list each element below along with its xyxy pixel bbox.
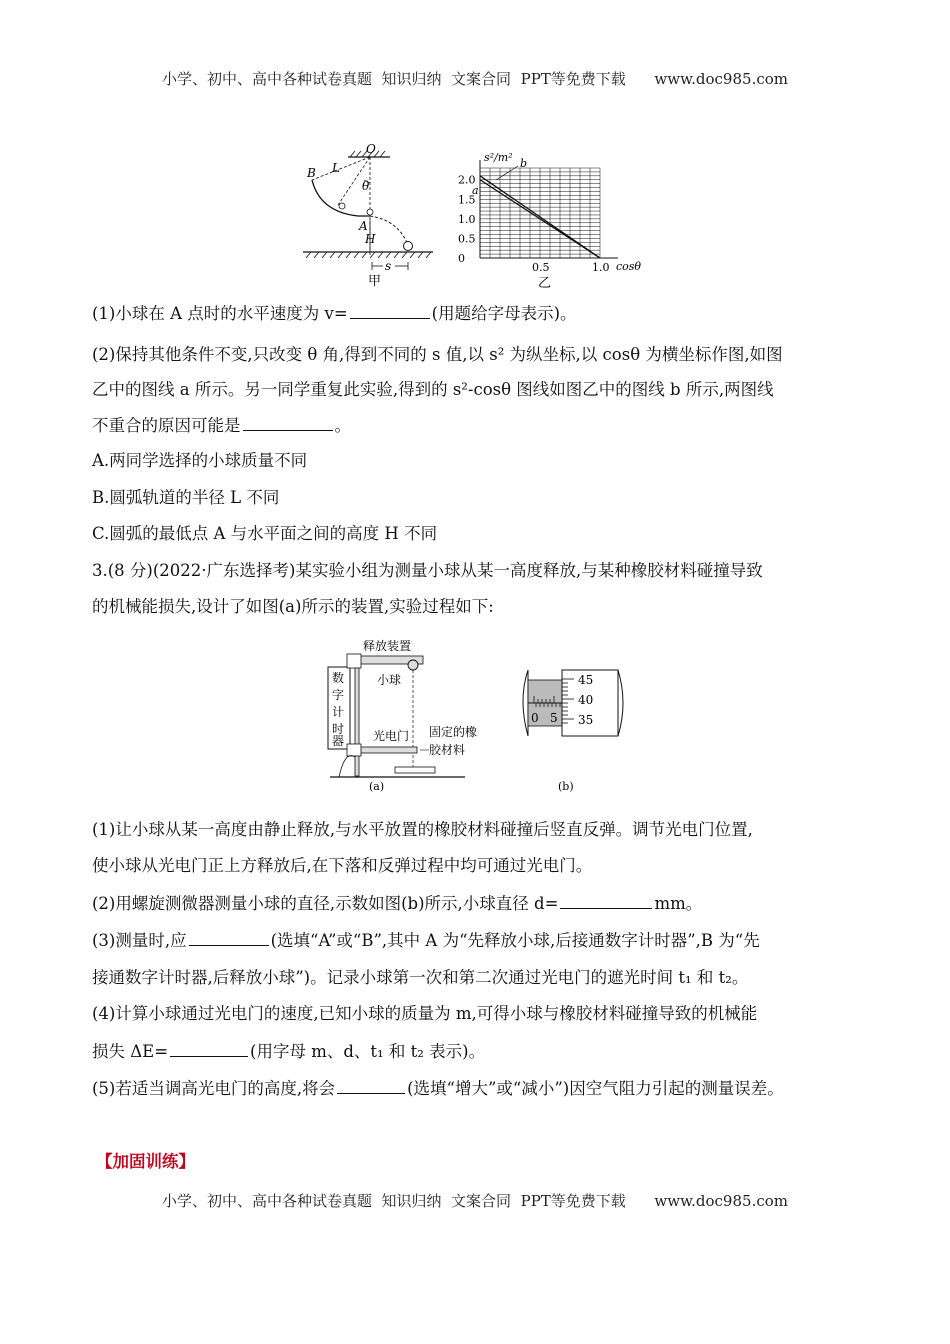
label-O: O: [366, 142, 376, 156]
option-b: B.圆弧轨道的半径 L 不同: [92, 488, 280, 507]
q3-step3-tail: (选填“A”或“B”,其中 A 为“先释放小球,后接通数字计时器”,B 为“先: [270, 931, 760, 950]
answer-blank-1[interactable]: [350, 302, 430, 319]
rubber-label-1: 固定的橡: [429, 725, 478, 739]
figure-b-micrometer: [518, 660, 633, 795]
q2-part1-text: (1)小球在 A 点时的水平速度为 v=: [92, 304, 348, 323]
q2-part2-line1: (2)保持其他条件不变,只改变 θ 角,得到不同的 s 值,以 s² 为纵坐标,以 cosθ 为横坐标作图,如图: [92, 345, 783, 364]
sleeve-5: 5: [550, 711, 558, 725]
y-tick-label: 0: [458, 252, 465, 265]
label-B: B: [307, 166, 316, 180]
y-tick-label: 1.5: [458, 193, 476, 207]
q3-step5: [92, 1077, 872, 1101]
q3-step3-head: (3)测量时,应: [92, 931, 187, 950]
q3-intro-line1: 3.(8 分)(2022·广东选择考)某实验小组为测量小球从某一高度释放,与某种橡胶材料碰撞导致: [92, 561, 763, 580]
gate-label: 光电门: [373, 729, 410, 743]
caption-a: (a): [369, 780, 385, 793]
q3-step2-tail: mm。: [654, 894, 703, 913]
chart-xlabel: cosθ: [616, 260, 642, 273]
label-L: L: [332, 161, 340, 175]
q3-step2-text: (2)用螺旋测微器测量小球的直径,示数如图(b)所示,小球直径 d=: [92, 894, 559, 913]
option-a: A.两同学选择的小球质量不同: [92, 451, 308, 470]
sleeve-0: 0: [531, 711, 539, 725]
q3-step5-tail: (选填“增大”或“减小”)因空气阻力引起的测量误差。: [407, 1079, 784, 1098]
q3-step1-line2: 使小球从光电门正上方释放后,在下落和反弹过程中均可通过光电门。: [92, 856, 593, 875]
y-tick-label: 0.5: [458, 232, 476, 246]
series-label-a: a: [472, 184, 479, 197]
q3-step3-line2: 接通数字计时器,后释放小球”)。记录小球第一次和第二次通过光电门的遮光时间 t₁ 和 t₂。: [92, 968, 749, 987]
answer-blank-6[interactable]: [337, 1077, 405, 1094]
q2-part1-tail: (用题给字母表示)。: [431, 304, 577, 323]
answer-blank-4[interactable]: [189, 929, 269, 946]
q2-part2-line3-tail: 。: [334, 416, 351, 435]
x-tick-label: 1.0: [592, 261, 610, 274]
y-tick-label: 2.0: [458, 173, 476, 187]
q3-intro-line2: 的机械能损失,设计了如图(a)所示的装置,实验过程如下:: [92, 597, 494, 616]
chart-ylabel: s²/m²: [484, 151, 513, 164]
q2-part2-line3-text: 不重合的原因可能是: [92, 416, 241, 435]
answer-blank-2[interactable]: [243, 414, 333, 431]
option-c: C.圆弧的最低点 A 与水平面之间的高度 H 不同: [92, 524, 438, 543]
figure-a-apparatus: [325, 632, 485, 794]
caption-b: (b): [558, 780, 574, 793]
page-header: 小学、初中、高中各种试卷真题 知识归纳 文案合同 PPT等免费下载 www.doc985.com: [161, 70, 788, 88]
thimble-40: 40: [578, 693, 594, 707]
x-tick-label: 0.5: [532, 261, 550, 274]
q3-step2: [92, 892, 872, 916]
y-tick-label: 1.0: [458, 212, 476, 226]
page-footer: 小学、初中、高中各种试卷真题 知识归纳 文案合同 PPT等免费下载 www.doc985.com: [161, 1192, 788, 1210]
rubber-label-2: 胶材料: [429, 743, 466, 757]
label-A: A: [359, 219, 368, 233]
q2-part2-line2: 乙中的图线 a 所示。另一同学重复此实验,得到的 s²-cosθ 图线如图乙中的图线 b 所示,两图线: [92, 380, 774, 399]
thimble-45: 45: [578, 673, 594, 687]
label-s: s: [385, 259, 392, 273]
thimble-35: 35: [578, 713, 594, 727]
answer-blank-5[interactable]: [170, 1040, 248, 1057]
q3-step4-head: 损失 ΔE=: [92, 1042, 169, 1061]
q3-step4-line2: [92, 1040, 872, 1064]
q3-step1-line1: (1)让小球从某一高度由静止释放,与水平放置的橡胶材料碰撞后竖直反弹。调节光电门位置,: [92, 820, 753, 839]
section-label: 【加固训练】: [96, 1152, 195, 1171]
release-label: 释放装置: [363, 639, 412, 653]
q3-step3-line1: [92, 929, 872, 953]
q3-step4-line1: (4)计算小球通过光电门的速度,已知小球的质量为 m,可得小球与橡胶材料碰撞导致的机械能: [92, 1004, 758, 1023]
answer-blank-3[interactable]: [560, 892, 652, 909]
figure-jia: [298, 140, 443, 290]
caption-jia: 甲: [368, 274, 382, 289]
figure-yi-chart: [450, 148, 650, 290]
caption-yi: 乙: [538, 276, 552, 290]
q2-part1: [92, 302, 872, 326]
label-theta: θ: [362, 179, 370, 193]
q2-part2-line3: [92, 414, 872, 438]
q3-step5-head: (5)若适当调高光电门的高度,将会: [92, 1079, 336, 1098]
series-label-b: b: [520, 157, 528, 170]
timer-label: 数字计时器: [332, 671, 345, 748]
ball-label: 小球: [377, 673, 402, 687]
label-H: H: [365, 232, 376, 246]
q3-step4-tail: (用字母 m、d、t₁ 和 t₂ 表示)。: [250, 1042, 486, 1061]
